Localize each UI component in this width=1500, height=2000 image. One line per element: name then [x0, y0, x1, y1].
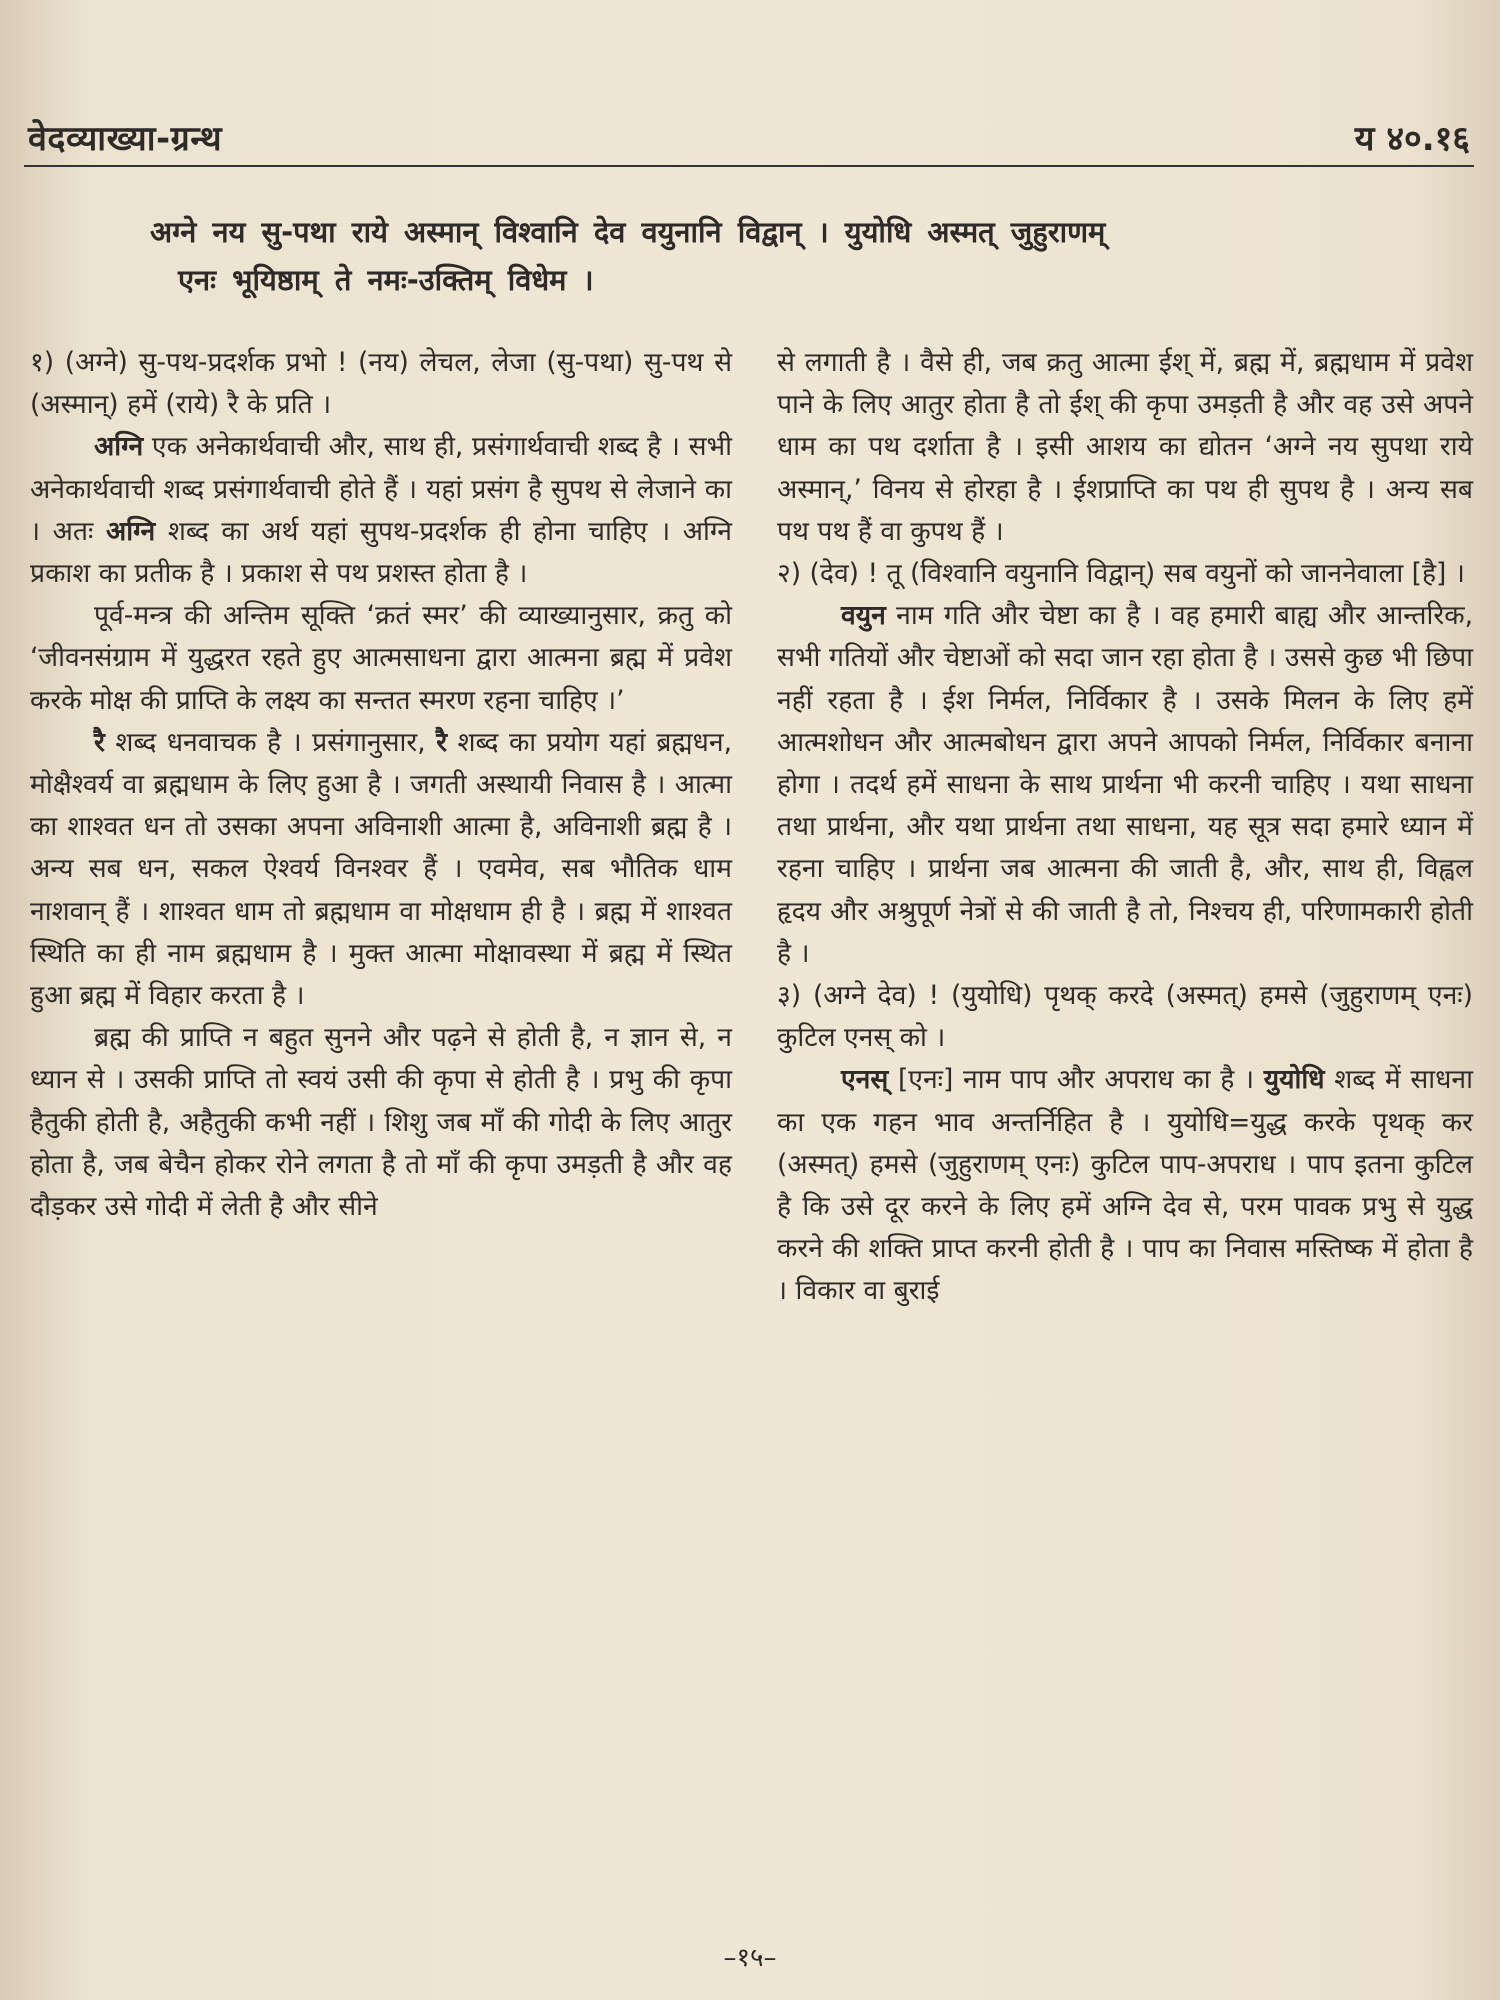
term-enas: एनस् [841, 1064, 889, 1096]
verse-reference: य ४०.१६ [1354, 119, 1470, 159]
left-paragraph-2-text-b: शब्द का अर्थ यहां सुपथ-प्रदर्शक ही होना चाहिए । अग्नि प्रकाश का प्रतीक है । प्रकाश से पथ प्रशस्त होता है । [30, 515, 732, 590]
left-paragraph-1: १) (अग्ने) सु-पथ-प्रदर्शक प्रभो ! (नय) लेचल, लेजा (सु-पथा) सु-पथ से (अस्मान्) हमें (राये) रै के प्रति । [30, 347, 732, 421]
left-column [30, 342, 732, 1228]
right-paragraph-3-text: नाम गति और चेष्टा का है । वह हमारी बाह्य और आन्तरिक, सभी गतियों और चेष्टाओं को सदा जान रहा होता है । उससे कुछ भी छिपा नहीं रहता है । ईश निर्मल, निर्विकार है । उसके मिलन के लिए हमें आत्मशोधन और आत्मबोधन द्वारा अपने आपको निर्मल, निर्विकार बनाना होगा । तदर्थ हमें साधना के साथ प्रार्थना भी करनी चाहिए । यथा साधना तथा प्रार्थना, और यथा प्रार्थना तथा साधना, यह सूत्र सदा हमारे ध्यान में रहना चाहिए । प्रार्थना जब आत्मना की जाती है, और, साथ ही, विह्वल हृदय और अश्रुपूर्ण नेत्रों से की जाती है तो, निश्चय ही, परिणामकारी होती है । [777, 600, 1473, 969]
right-paragraph-2: २) (देव) ! तू (विश्वानि वयुनानि विद्वान्) सब वयुनों को जाननेवाला [है] । [777, 558, 1465, 590]
left-paragraph-4-text-a: शब्द धनवाचक है । प्रसंगानुसार, [104, 726, 437, 758]
left-paragraph-3: पूर्व-मन्त्र की अन्तिम सूक्ति ‘क्रतं स्मर’ की व्याख्यानुसार, क्रतु को ‘जीवनसंग्राम में युद्धरत रहते हुए आत्मसाधना द्वारा आत्मना ब्रह्म में प्रवेश करके मोक्ष की प्राप्ति के लक्ष्य का सन्तत स्मरण रहना चाहिए ।’ [30, 600, 732, 716]
mantra-line-1: अग्ने नय सु-पथा राये अस्मान् विश्वानि देव वयुनानि विद्वान् । युयोधि अस्मत् जुहुराणम् [150, 215, 1106, 249]
left-paragraph-4 [30, 722, 732, 1017]
term-agni: अग्नि [94, 431, 144, 463]
right-paragraph-4: ३) (अग्ने देव) ! (युयोधि) पृथक् करदे (अस्मत्) हमसे (जुहुराणम् एनः) कुटिल एनस् को । [777, 980, 1473, 1054]
mantra-line-2: एनः भूयिष्ठाम् ते नमः-उक्तिम् विधेम । [178, 263, 594, 297]
right-paragraph-1: से लगाती है । वैसे ही, जब क्रतु आत्मा ईश् में, ब्रह्म में, ब्रह्मधाम में प्रवेश पाने के लिए आतुर होता है तो ईश् की कृपा उमड़ती है और वह उसे अपने धाम का पथ दर्शाता है । इसी आशय का द्योतन ‘अग्ने नय सुपथा राये अस्मान्,’ विनय से होरहा है । ईशप्राप्ति का पथ ही सुपथ है । अन्य सब पथ पथ हैं वा कुपथ हैं । [777, 347, 1473, 547]
term-agni-2: अग्नि [105, 515, 156, 547]
term-rai: रै [94, 726, 105, 758]
left-paragraph-2-text-a: एक अनेकार्थवाची और, साथ ही, प्रसंगार्थवाची शब्द है । सभी अनेकार्थवाची शब्द प्रसंगार्थवाची होते हैं । यहां प्रसंग है सुपथ से लेजाने का । अतः [30, 431, 732, 547]
page-number: –१५– [723, 1943, 777, 1973]
book-title: वेदव्याख्या-ग्रन्थ [28, 119, 223, 159]
left-paragraph-2 [30, 426, 732, 595]
left-paragraph-4-text-b: शब्द का प्रयोग यहां ब्रह्मधन, मोक्षैश्वर्य वा ब्रह्मधाम के लिए हुआ है । जगती अस्थायी निवास है । आत्मा का शाश्वत धन तो उसका अपना अविनाशी आत्मा है, अविनाशी ब्रह्म है । अन्य सब धन, सकल ऐश्वर्य विनश्वर हैं । एवमेव, सब भौतिक धाम नाशवान् हैं । शाश्वत धाम तो ब्रह्मधाम वा मोक्षधाम ही है । ब्रह्म में शाश्वत स्थिति का ही नाम ब्रह्मधाम है । मुक्त आत्मा मोक्षावस्था में ब्रह्म में स्थित हुआ ब्रह्म में विहार करता है । [30, 726, 732, 1012]
running-header [28, 110, 1470, 160]
right-paragraph-5-text-b: शब्द में साधना का एक गहन भाव अन्तर्निहित है । युयोधि=युद्ध करके पृथक् कर (अस्मत्) हमसे (जुहुराणम् एनः) कुटिल पाप-अपराध । पाप इतना कुटिल है कि उसे दूर करने के लिए हमें अग्नि देव से, परम पावक प्रभु से युद्ध करने की शक्ति प्राप्त करनी होती है । पाप का निवास मस्तिष्क में होता है । विकार वा बुराई [777, 1064, 1473, 1307]
right-paragraph-5 [777, 1059, 1473, 1312]
right-column [777, 342, 1473, 1313]
right-paragraph-5-text-a: [एनः] नाम पाप और अपराध का है । [888, 1064, 1264, 1096]
term-vayun: वयुन [841, 600, 886, 632]
header-rule [24, 165, 1474, 167]
term-yuyodhi: युयोधि [1263, 1064, 1325, 1096]
right-paragraph-3 [777, 595, 1473, 975]
left-paragraph-5: ब्रह्म की प्राप्ति न बहुत सुनने और पढ़ने से होती है, न ज्ञान से, न ध्यान से । उसकी प्राप्ति तो स्वयं उसी की कृपा से होती है । प्रभु की कृपा हैतुकी होती है, अहैतुकी कभी नहीं । शिशु जब माँ की गोदी के लिए आतुर होता है, जब बेचैन होकर रोने लगता है तो माँ की कृपा उमड़ती है और वह दौड़कर उसे गोदी में लेती है और सीने [30, 1022, 732, 1223]
term-rai-2: रै [436, 726, 448, 758]
mantra-block [150, 208, 1440, 304]
